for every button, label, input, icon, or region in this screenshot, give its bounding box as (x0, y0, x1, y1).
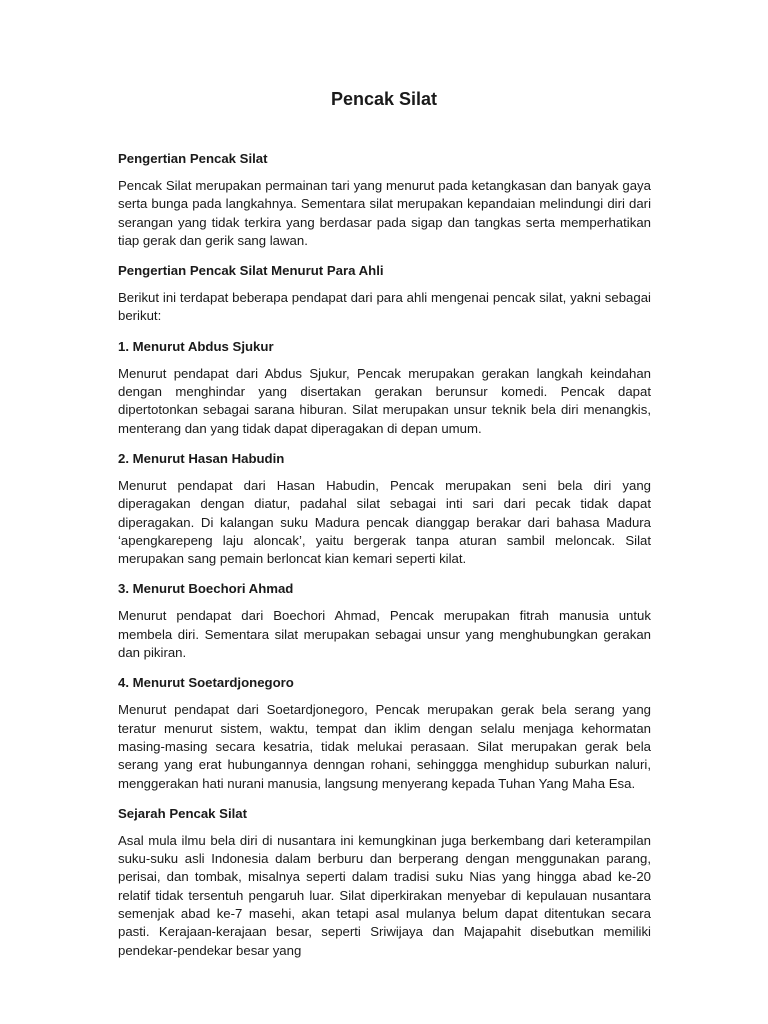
section-heading-soetardjonegoro: 4. Menurut Soetardjonegoro (118, 675, 294, 691)
section-paragraph-para-ahli: Berikut ini terdapat beberapa pendapat dari para ahli mengenai pencak silat, yakni sebagai berikut: (118, 290, 651, 324)
section-paragraph-abdus-sjukur: Menurut pendapat dari Abdus Sjukur, Pencak merupakan gerakan langkah keindahan dengan menghindar yang disertakan gerakan berunsur komedi. Pencak dapat dipertotonkan sebagai sarana hiburan. Silat merupakan unsur teknik bela diri menangkis, menterang dan yang tidak dapat diperagakan di depan umum. (118, 365, 651, 436)
section-heading-boechori-ahmad: 3. Menurut Boechori Ahmad (118, 581, 294, 597)
section-paragraph-pengertian: Pencak Silat merupakan permainan tari yang menurut pada ketangkasan dan banyak gaya serta bunga pada langkahnya. Sementara silat merupakan kepandaian melindungi diri dari serangan yang tidak terkira yang berdasar pada sigap dan tangkas serta memperhatikan tiap gerak dan gerik sang lawan. (118, 178, 651, 248)
section-paragraph-sejarah: Asal mula ilmu bela diri di nusantara ini kemungkinan juga berkembang dari keterampilan suku-suku asli Indonesia dalam berburu dan berperang dengan menggunakan parang, perisai, dan tombak, misalnya seperti dalam tradisi suku Nias yang hingga abad ke-20 relatif tidak tersentuh pengaruh luar. Silat diperkirakan menyebar di kepulauan nusantara semenjak abad ke-7 masehi, akan tetapi asal mulanya belum dapat ditentukan secara pasti. Kerajaan-kerajaan besar, seperti Sriwijaya dan Majapahit disebutkan memiliki pendekar-pendekar besar yang (118, 832, 651, 958)
section-heading-abdus-sjukur: 1. Menurut Abdus Sjukur (118, 338, 274, 354)
section-heading-hasan-habudin: 2. Menurut Hasan Habudin (118, 450, 285, 466)
document-title: Pencak Silat (330, 89, 438, 109)
document-body (118, 150, 651, 960)
section-heading-sejarah: Sejarah Pencak Silat (118, 805, 248, 821)
section-paragraph-boechori-ahmad: Menurut pendapat dari Boechori Ahmad, Pencak merupakan fitrah manusia untuk membela diri. Sementara silat merupakan sebagai unsur yang menghubungkan gerakan dan pikiran. (118, 608, 651, 661)
section-paragraph-hasan-habudin: Menurut pendapat dari Hasan Habudin, Pencak merupakan seni bela diri yang diperagakan dengan diatur, padahal silat sebagai inti sari dari pecak tidak dapat diperagakan. Di kalangan suku Madura pencak dianggap berakar dari bahasa Madura ‘apengkarepeng laju aloncak’, yaitu bergerak tanpa aturan sambil meloncak. Silat merupakan sang pemain berloncat kian kemari seperti kilat. (118, 477, 651, 567)
section-heading-pengertian: Pengertian Pencak Silat (118, 151, 268, 166)
section-heading-para-ahli: Pengertian Pencak Silat Menurut Para Ahli (118, 263, 384, 279)
section-paragraph-soetardjonegoro: Menurut pendapat dari Soetardjonegoro, Pencak merupakan gerak bela serang yang teratur menurut sistem, waktu, tempat dan iklim dengan selalu menjaga kehormatan masing-masing secara kesatria, tidak melukai perasaan. Silat merupakan gerak bela serang yang erat hubungannya denngan rohani, sehinggga menghidup suburkan naluri, menggerakan hati nurani manusia, langsung menyerang kepada Tuhan Yang Maha Esa. (118, 702, 651, 791)
